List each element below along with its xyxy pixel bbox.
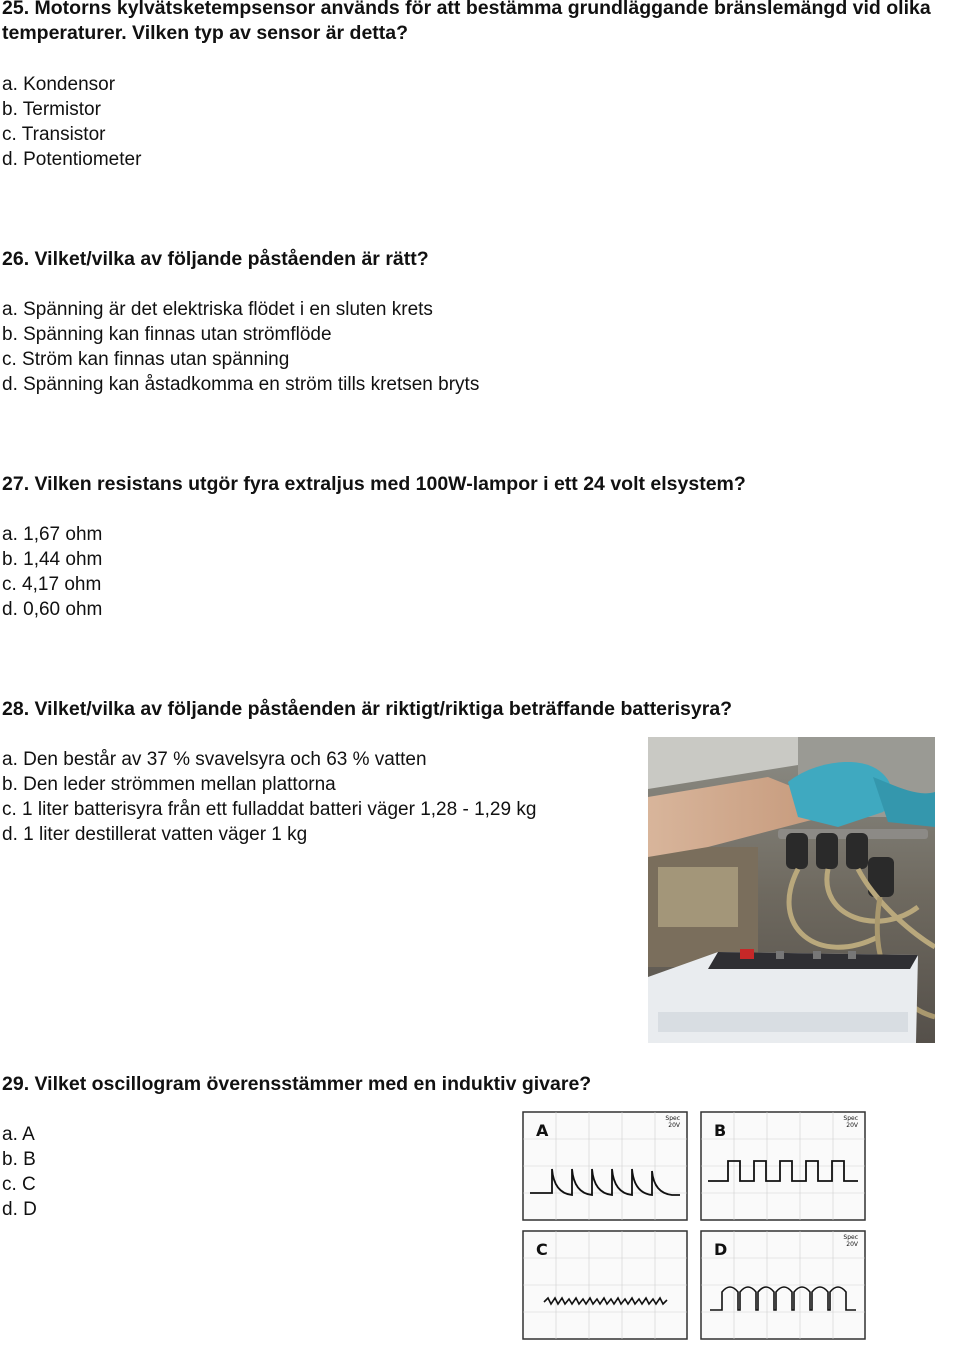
question-25-option-b: b. Termistor bbox=[2, 99, 101, 120]
question-27-title: 27. Vilken resistans utgör fyra extraljus med 100W-lampor i ett 24 volt elsystem? bbox=[2, 473, 746, 495]
question-29-option-c: c. C bbox=[2, 1174, 36, 1195]
question-25-title bbox=[2, 0, 931, 46]
battery-acid-photo bbox=[648, 737, 935, 1043]
question-29-option-d: d. D bbox=[2, 1199, 37, 1220]
oscillogram-a-spec: Spec 20V bbox=[665, 1115, 680, 1129]
question-26-options bbox=[2, 297, 479, 397]
question-25-options bbox=[2, 72, 141, 172]
question-27-option-c: c. 4,17 ohm bbox=[2, 574, 102, 595]
oscillogram-a bbox=[522, 1111, 688, 1221]
question-26-option-a: a. Spänning är det elektriska flödet i en sluten krets bbox=[2, 299, 433, 320]
oscillogram-c-letter: C bbox=[536, 1240, 548, 1259]
question-25-option-d: d. Potentiometer bbox=[2, 149, 142, 170]
question-26-option-b: b. Spänning kan finnas utan strömflöde bbox=[2, 324, 332, 345]
question-25-title-line-2: temperaturer. Vilken typ av sensor är detta? bbox=[2, 22, 409, 44]
oscillogram-b bbox=[700, 1111, 866, 1221]
oscillogram-d-letter: D bbox=[714, 1240, 728, 1259]
oscillogram-b-letter: B bbox=[714, 1121, 727, 1140]
question-28-option-c: c. 1 liter batterisyra från ett fulladdat batteri väger 1,28 - 1,29 kg bbox=[2, 799, 537, 820]
oscillogram-c bbox=[522, 1230, 688, 1340]
question-28-option-b: b. Den leder strömmen mellan plattorna bbox=[2, 774, 336, 795]
question-29-title: 29. Vilket oscillogram överensstämmer med en induktiv givare? bbox=[2, 1073, 592, 1095]
question-28-options bbox=[2, 747, 536, 847]
question-29-options bbox=[2, 1122, 37, 1222]
question-26-option-c: c. Ström kan finnas utan spänning bbox=[2, 349, 290, 370]
oscillogram-a-letter: A bbox=[536, 1121, 549, 1140]
question-27-options bbox=[2, 522, 102, 622]
question-25-option-c: c. Transistor bbox=[2, 124, 106, 145]
question-28-option-d: d. 1 liter destillerat vatten väger 1 kg bbox=[2, 824, 308, 845]
question-28-option-a: a. Den består av 37 % svavelsyra och 63 % vatten bbox=[2, 749, 427, 770]
question-27-option-b: b. 1,44 ohm bbox=[2, 549, 103, 570]
question-29-option-b: b. B bbox=[2, 1149, 36, 1170]
question-26-option-d: d. Spänning kan åstadkomma en ström tills kretsen bryts bbox=[2, 374, 480, 395]
question-29-option-a: a. A bbox=[2, 1124, 35, 1145]
question-25-title-line-1: 25. Motorns kylvätsketempsensor används för att bestämma grundläggande bränslemängd vid olika bbox=[2, 0, 931, 19]
oscillogram-d bbox=[700, 1230, 866, 1340]
question-26-title: 26. Vilket/vilka av följande påståenden är rätt? bbox=[2, 248, 429, 270]
oscillogram-d-spec: Spec 20V bbox=[843, 1234, 858, 1248]
question-25-option-a: a. Kondensor bbox=[2, 74, 116, 95]
question-27-option-d: d. 0,60 ohm bbox=[2, 599, 103, 620]
oscillogram-b-spec: Spec 20V bbox=[843, 1115, 858, 1129]
question-27-option-a: a. 1,67 ohm bbox=[2, 524, 103, 545]
question-28-title: 28. Vilket/vilka av följande påståenden är riktigt/riktiga beträffande batterisyra? bbox=[2, 698, 733, 720]
